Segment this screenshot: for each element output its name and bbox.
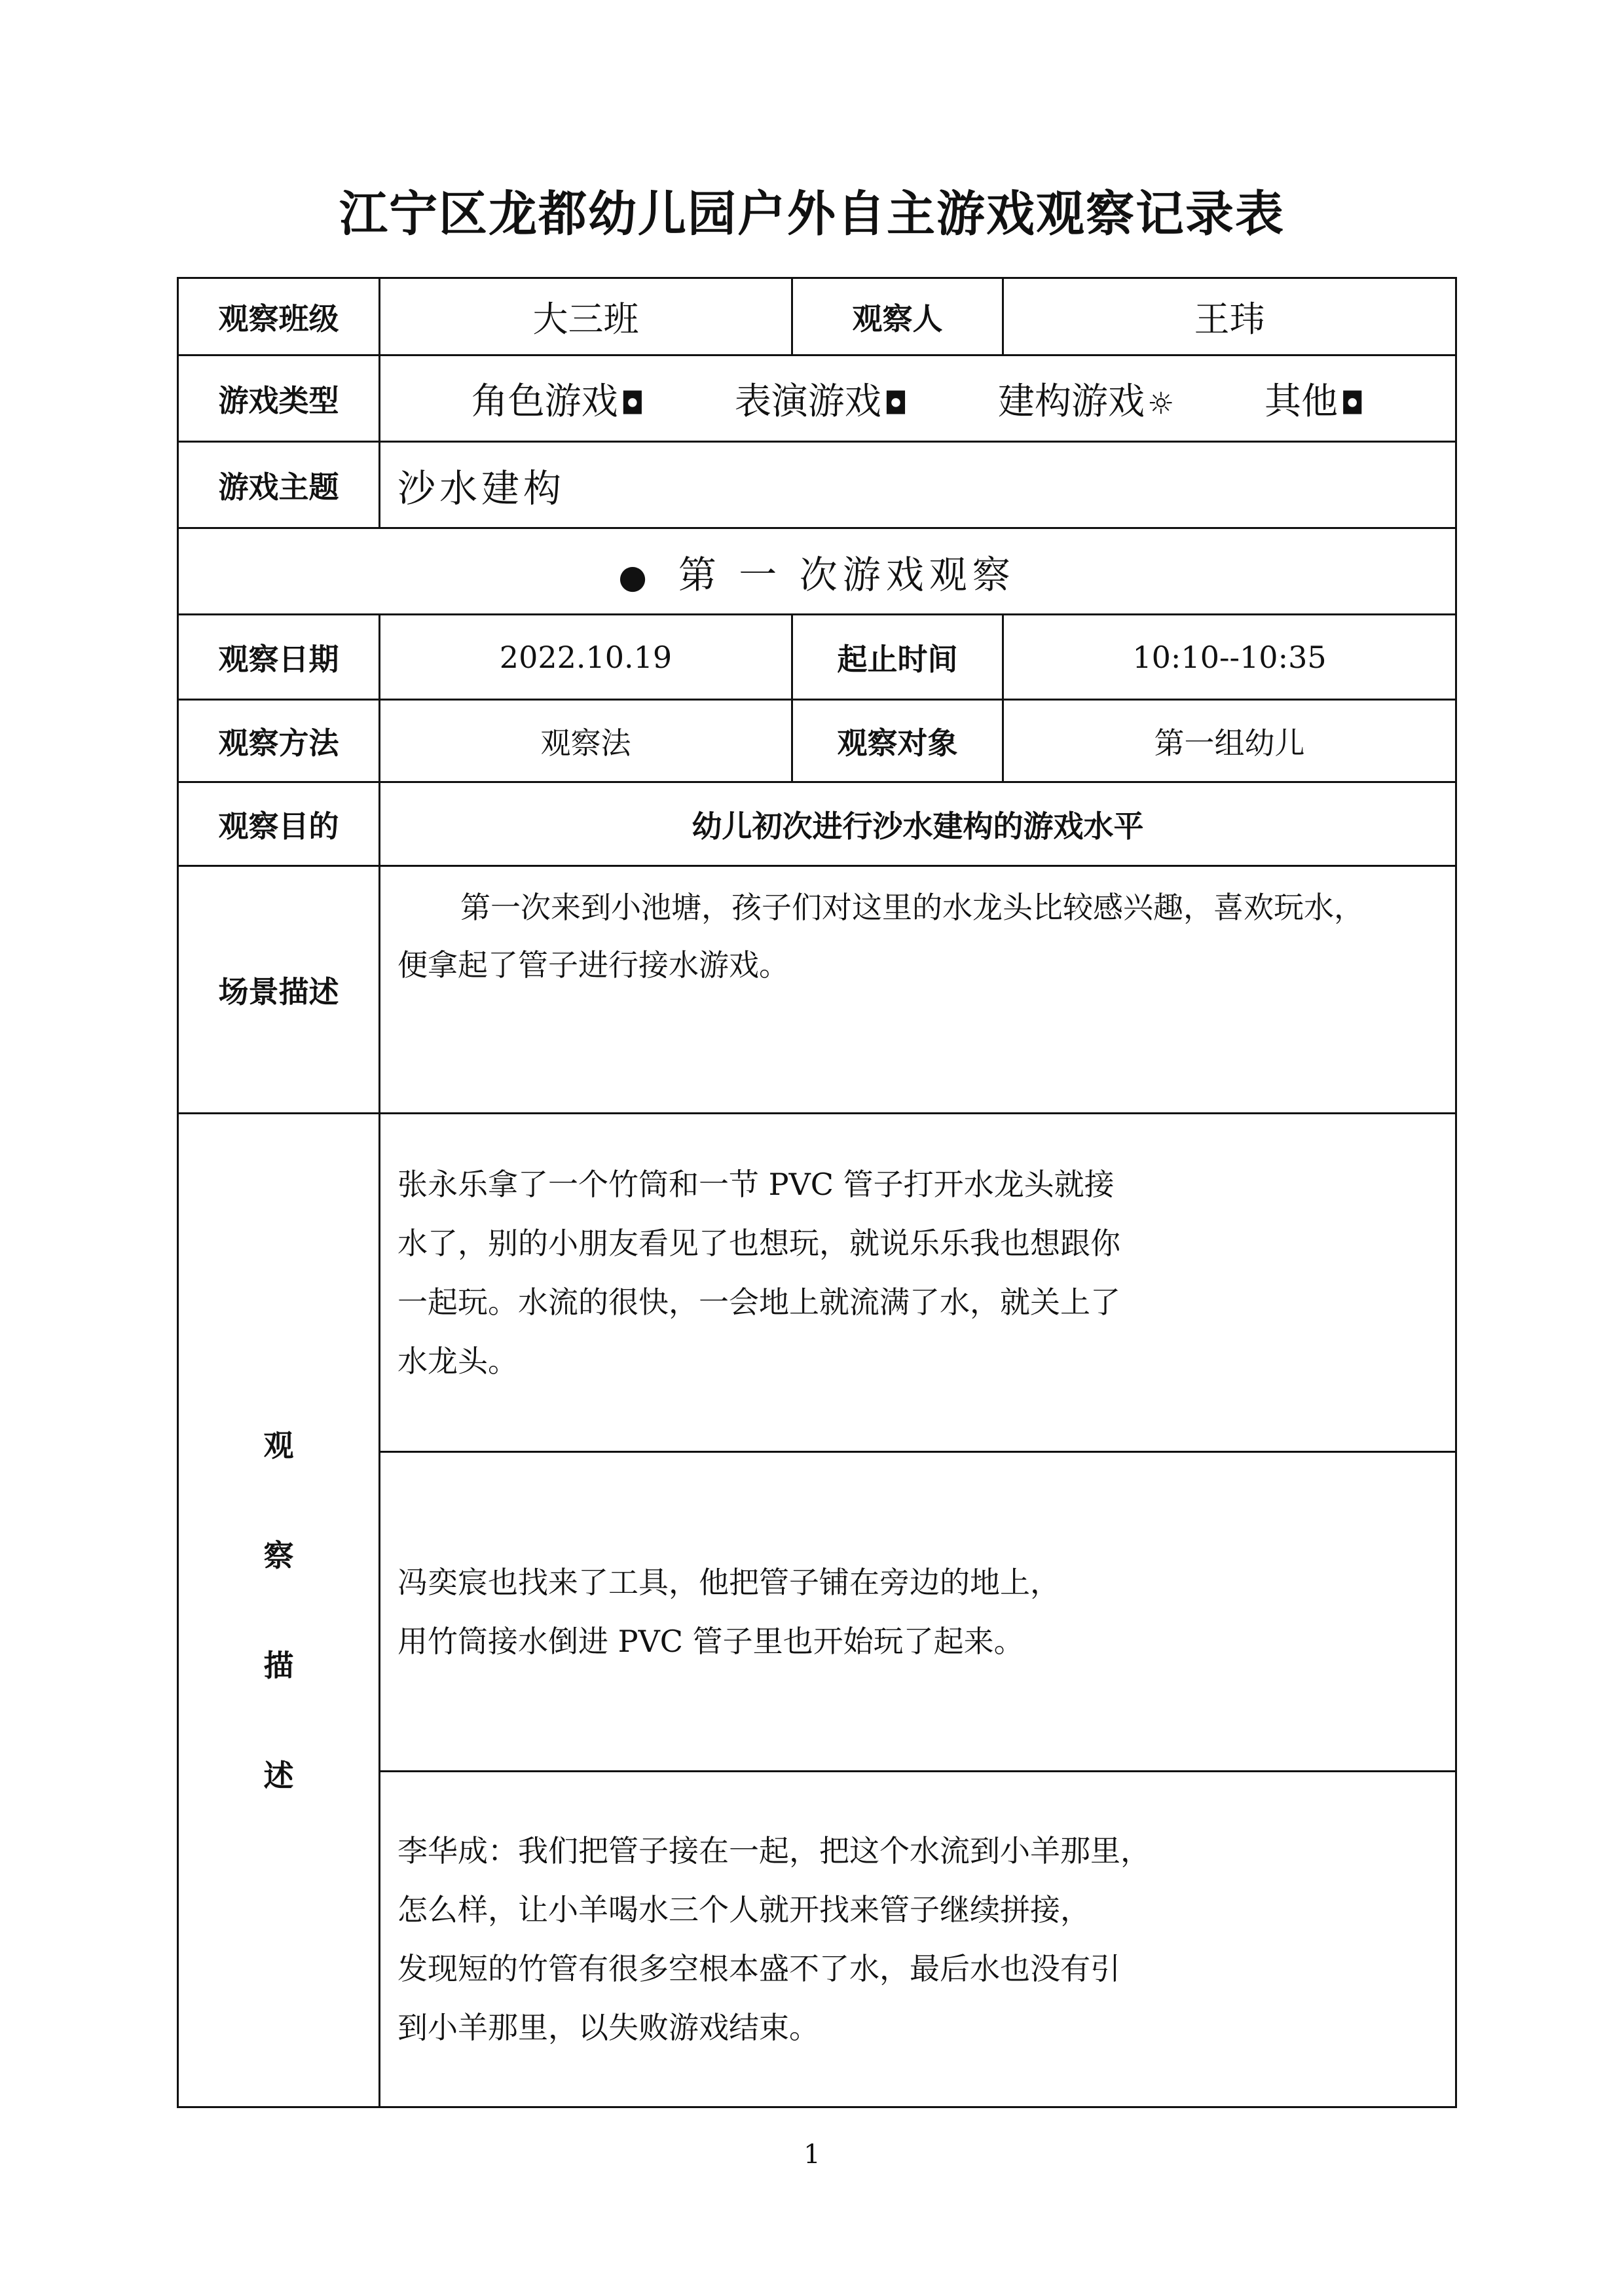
scene-line: 第一次来到小池塘，孩子们对这里的水龙头比较感兴趣，喜欢玩水，	[460, 890, 1364, 925]
label-char: 述	[263, 1757, 294, 1793]
observation-entry	[380, 1772, 1456, 2107]
session-title: 第 一 次游戏观察	[678, 552, 1016, 597]
observation-record-table	[177, 277, 1457, 2108]
page-number: 1	[803, 2140, 821, 2170]
row-observation-1	[178, 1114, 1456, 1452]
type-option-other	[1264, 373, 1364, 425]
type-option-label: 建构游戏	[997, 380, 1145, 423]
observation-entry	[380, 1114, 1456, 1452]
time-value: 10:10--10:35	[1003, 615, 1456, 700]
observation-line: 发现短的竹管有很多空根本盛不了水，最后水也没有引	[397, 1951, 1120, 1986]
observation-line: 李华成：我们把管子接在一起，把这个水流到小羊那里，	[397, 1833, 1151, 1868]
row-scene	[178, 866, 1456, 1114]
method-value: 观察法	[380, 700, 792, 782]
label-char: 察	[263, 1537, 294, 1573]
game-type-label: 游戏类型	[178, 355, 380, 442]
method-label: 观察方法	[178, 700, 380, 782]
radio-symbol-icon: ◘	[883, 385, 908, 421]
target-value: 第一组幼儿	[1003, 700, 1456, 782]
scene-description	[380, 866, 1456, 1114]
game-theme-label: 游戏主题	[178, 442, 380, 528]
type-option-label: 其他	[1264, 380, 1338, 423]
row-purpose	[178, 782, 1456, 866]
row-game-type	[178, 355, 1456, 442]
game-theme-value: 沙水建构	[380, 442, 1456, 528]
observation-line: 张永乐拿了一个竹筒和一节 PVC 管子打开水龙头就接	[397, 1167, 1115, 1202]
observation-line: 用竹筒接水倒进 PVC 管子里也开始玩了起来。	[397, 1623, 1024, 1659]
observation-line: 一起玩。水流的很快，一会地上就流满了水，就关上了	[397, 1285, 1120, 1320]
scene-line: 便拿起了管子进行接水游戏。	[397, 947, 789, 983]
observation-line: 冯奕宸也找来了工具，他把管子铺在旁边的地上，	[397, 1564, 1060, 1600]
type-option-construction	[998, 373, 1174, 425]
radio-symbol-icon: ◘	[620, 385, 644, 421]
purpose-value: 幼儿初次进行沙水建构的游戏水平	[380, 782, 1456, 866]
row-method-target	[178, 700, 1456, 782]
session-header	[178, 528, 1456, 615]
row-class-observer	[178, 278, 1456, 355]
row-game-theme	[178, 442, 1456, 528]
observation-description-label	[178, 1114, 380, 2107]
observation-entry	[380, 1452, 1456, 1772]
radio-symbol-icon: ◘	[1340, 385, 1365, 421]
label-char: 观	[263, 1427, 294, 1463]
date-value: 2022.10.19	[380, 615, 792, 700]
date-label: 观察日期	[178, 615, 380, 700]
observer-value: 王玮	[1003, 278, 1456, 355]
observation-line: 水了，别的小朋友看见了也想玩，就说乐乐我也想跟你	[397, 1226, 1120, 1261]
observation-line: 水龙头。	[397, 1343, 518, 1379]
row-date-time	[178, 615, 1456, 700]
observer-label: 观察人	[792, 278, 1003, 355]
bullet-icon: ●	[618, 557, 652, 596]
type-option-label: 角色游戏	[471, 380, 618, 423]
page-title: 江宁区龙都幼儿园户外自主游戏观察记录表	[339, 186, 1285, 242]
type-option-performance	[735, 373, 908, 425]
type-option-role	[471, 373, 644, 425]
target-label: 观察对象	[792, 700, 1003, 782]
class-label: 观察班级	[178, 278, 380, 355]
purpose-label: 观察目的	[178, 782, 380, 866]
label-char: 描	[263, 1647, 294, 1683]
type-option-label: 表演游戏	[734, 380, 881, 423]
sun-symbol-icon: ☼	[1147, 385, 1175, 421]
row-session-header	[178, 528, 1456, 615]
time-label: 起止时间	[792, 615, 1003, 700]
scene-label: 场景描述	[178, 866, 380, 1114]
observation-line: 怎么样，让小羊喝水三个人就开找来管子继续拼接，	[397, 1892, 1090, 1927]
observation-line: 到小羊那里，以失败游戏结束。	[397, 2010, 819, 2045]
game-type-options	[380, 355, 1456, 442]
class-value: 大三班	[380, 278, 792, 355]
